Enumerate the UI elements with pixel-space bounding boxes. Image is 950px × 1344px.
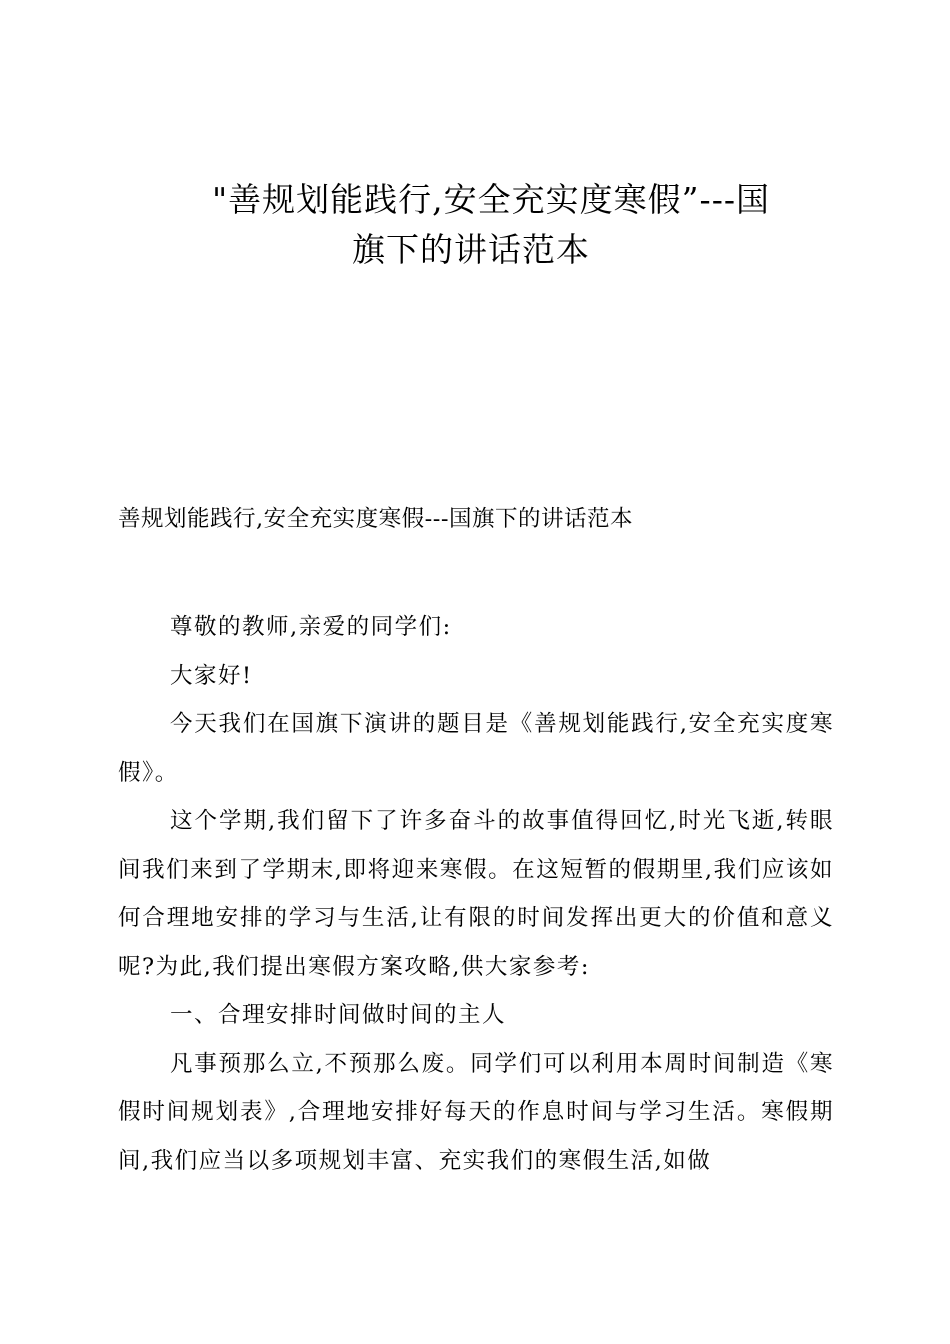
greeting: 大家好! [170, 662, 253, 689]
document-body [118, 603, 834, 1185]
document-title [0, 175, 950, 275]
section-heading: 一、合理安排时间做时间的主人 [170, 1002, 507, 1028]
title-line-2: 旗下的讲话范本 [352, 230, 590, 269]
salutation: 尊敬的教师,亲爱的同学们: [170, 614, 452, 640]
body-paragraph: 这个学期,我们留下了许多奋斗的故事值得回忆,时光飞逝,转眼间我们来到了学期末,即将迎来寒假。在这短暂的假期里,我们应该如何合理地安排的学习与生活,让有限的时间发挥出更大的价值和意义呢?为此,我们提出寒假方案攻略,供大家参考: [118, 808, 834, 980]
body-paragraph: 凡事预那么立,不预那么废。同学们可以利用本周时间制造《寒假时间规划表》,合理地安排好每天的作息时间与学习生活。寒假期间,我们应当以多项规划丰富、充实我们的寒假生活,如做 [118, 1050, 834, 1174]
body-paragraph: 今天我们在国旗下演讲的题目是《善规划能践行,安全充实度寒假》。 [118, 711, 834, 786]
title-line-1: "善规划能践行,安全充实度寒假”---国 [212, 180, 770, 219]
document-subtitle: 善规划能践行,安全充实度寒假---国旗下的讲话范本 [118, 506, 633, 532]
